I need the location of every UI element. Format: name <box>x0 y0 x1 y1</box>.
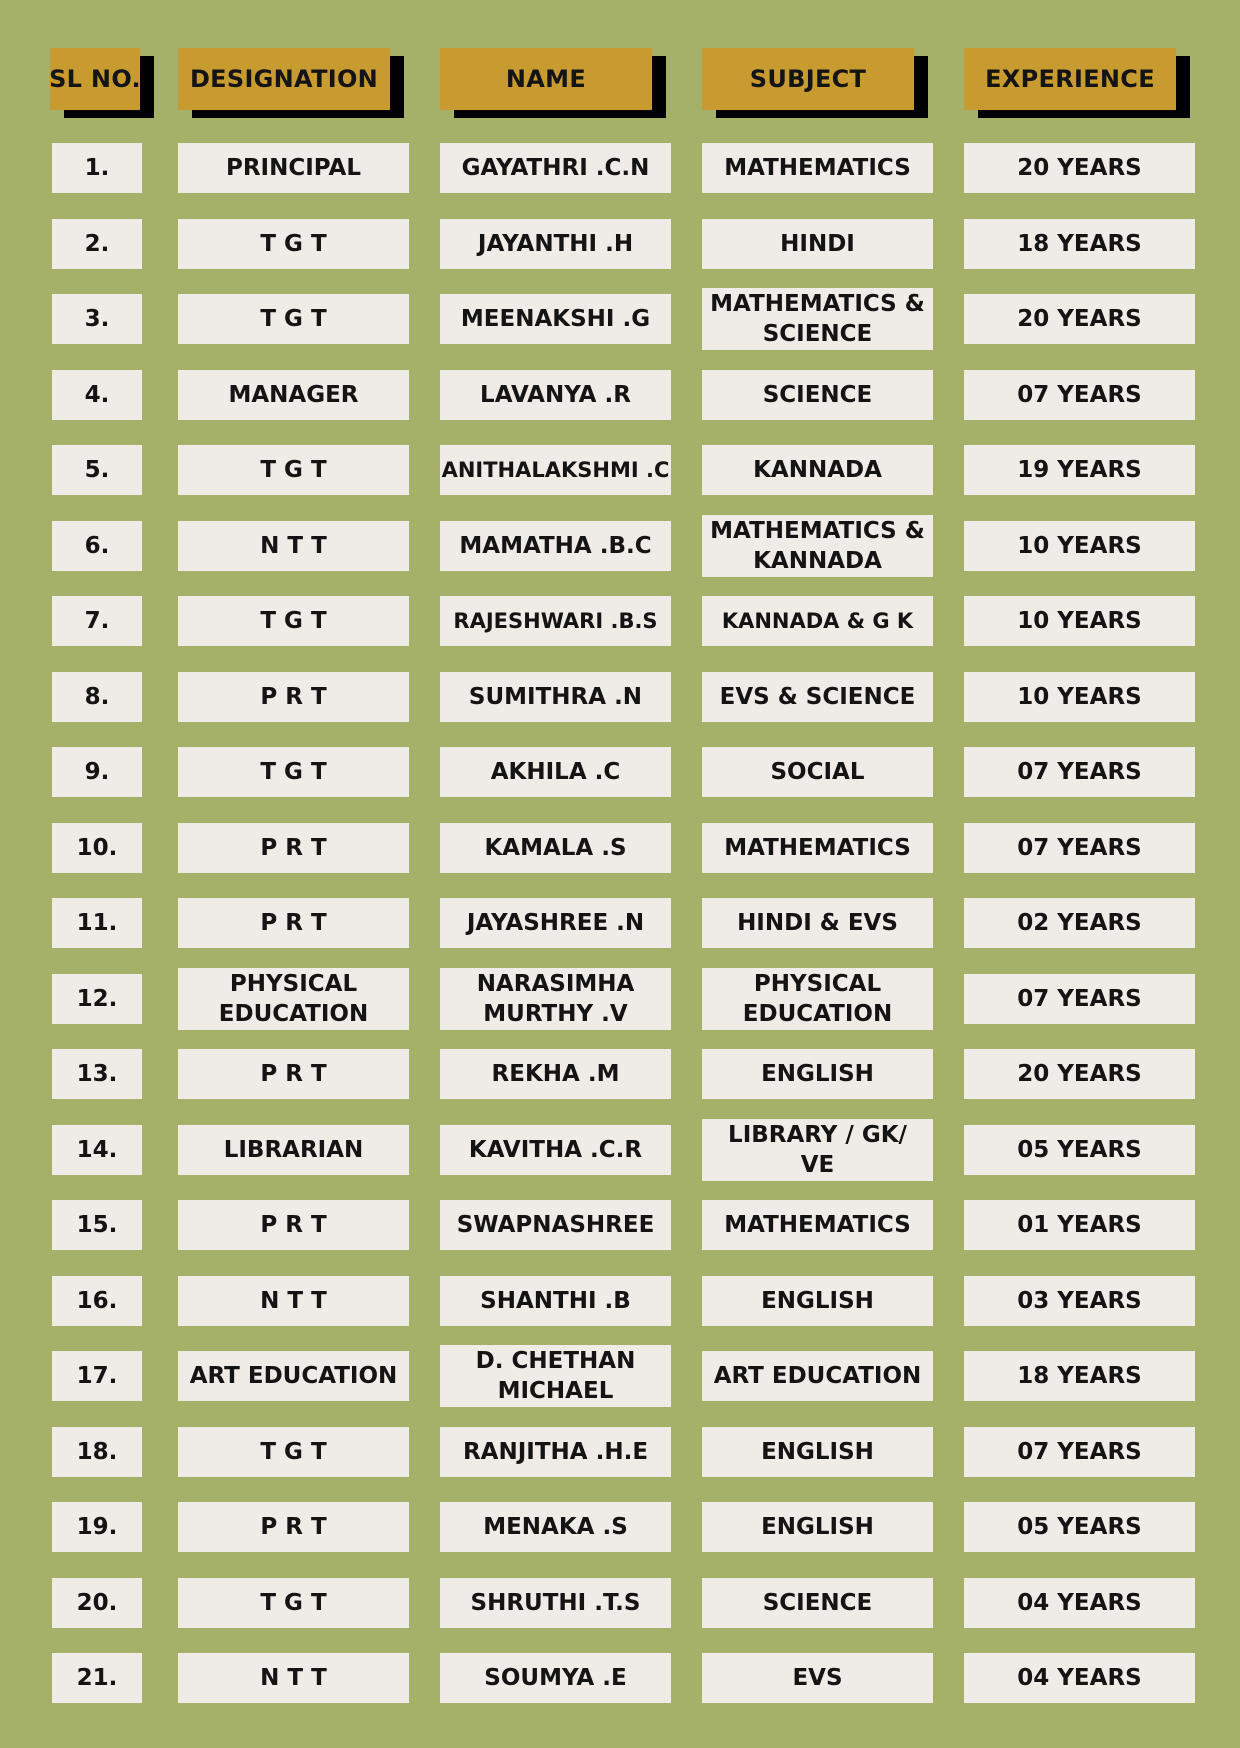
cell-subject: ENGLISH <box>702 1427 933 1477</box>
cell-subject: PHYSICAL EDUCATION <box>702 968 933 1030</box>
cell-sl-no: 4. <box>52 370 142 420</box>
cell-sl-no: 21. <box>52 1653 142 1703</box>
header-designation: DESIGNATION <box>178 48 390 110</box>
cell-designation: N T T <box>178 1653 409 1703</box>
header-sl-no: SL NO. <box>50 48 140 110</box>
cell-subject: MATHEMATICS <box>702 1200 933 1250</box>
cell-experience: 10 YEARS <box>964 596 1195 646</box>
cell-name: D. CHETHAN MICHAEL <box>440 1345 671 1407</box>
cell-sl-no: 6. <box>52 521 142 571</box>
cell-name: REKHA .M <box>440 1049 671 1099</box>
cell-subject: MATHEMATICS & KANNADA <box>702 515 933 577</box>
cell-sl-no: 10. <box>52 823 142 873</box>
cell-experience: 19 YEARS <box>964 445 1195 495</box>
cell-designation: N T T <box>178 521 409 571</box>
cell-name: JAYANTHI .H <box>440 219 671 269</box>
cell-designation: P R T <box>178 1200 409 1250</box>
cell-experience: 05 YEARS <box>964 1502 1195 1552</box>
cell-subject: SCIENCE <box>702 370 933 420</box>
cell-experience: 07 YEARS <box>964 370 1195 420</box>
cell-sl-no: 7. <box>52 596 142 646</box>
cell-experience: 18 YEARS <box>964 1351 1195 1401</box>
cell-subject: ART EDUCATION <box>702 1351 933 1401</box>
cell-designation: PHYSICAL EDUCATION <box>178 968 409 1030</box>
cell-subject: SCIENCE <box>702 1578 933 1628</box>
cell-name: RANJITHA .H.E <box>440 1427 671 1477</box>
cell-experience: 01 YEARS <box>964 1200 1195 1250</box>
cell-sl-no: 3. <box>52 294 142 344</box>
cell-designation: P R T <box>178 1502 409 1552</box>
cell-designation: LIBRARIAN <box>178 1125 409 1175</box>
cell-subject: HINDI <box>702 219 933 269</box>
cell-sl-no: 8. <box>52 672 142 722</box>
cell-experience: 02 YEARS <box>964 898 1195 948</box>
cell-experience: 18 YEARS <box>964 219 1195 269</box>
cell-name: MAMATHA .B.C <box>440 521 671 571</box>
cell-name: KAVITHA .C.R <box>440 1125 671 1175</box>
cell-experience: 20 YEARS <box>964 143 1195 193</box>
cell-designation: T G T <box>178 445 409 495</box>
cell-subject: ENGLISH <box>702 1276 933 1326</box>
cell-designation: ART EDUCATION <box>178 1351 409 1401</box>
cell-sl-no: 1. <box>52 143 142 193</box>
header-subject: SUBJECT <box>702 48 914 110</box>
cell-designation: T G T <box>178 1578 409 1628</box>
cell-subject: KANNADA & G K <box>702 596 933 646</box>
cell-designation: T G T <box>178 747 409 797</box>
cell-name: NARASIMHA MURTHY .V <box>440 968 671 1030</box>
cell-experience: 20 YEARS <box>964 294 1195 344</box>
cell-sl-no: 17. <box>52 1351 142 1401</box>
cell-sl-no: 15. <box>52 1200 142 1250</box>
cell-name: RAJESHWARI .B.S <box>440 596 671 646</box>
cell-sl-no: 2. <box>52 219 142 269</box>
cell-sl-no: 9. <box>52 747 142 797</box>
cell-experience: 07 YEARS <box>964 1427 1195 1477</box>
cell-sl-no: 11. <box>52 898 142 948</box>
cell-name: SWAPNASHREE <box>440 1200 671 1250</box>
cell-subject: HINDI & EVS <box>702 898 933 948</box>
cell-sl-no: 20. <box>52 1578 142 1628</box>
cell-experience: 07 YEARS <box>964 823 1195 873</box>
cell-subject: KANNADA <box>702 445 933 495</box>
cell-subject: EVS <box>702 1653 933 1703</box>
cell-designation: N T T <box>178 1276 409 1326</box>
header-name: NAME <box>440 48 652 110</box>
cell-name: SUMITHRA .N <box>440 672 671 722</box>
cell-name: SHANTHI .B <box>440 1276 671 1326</box>
cell-designation: T G T <box>178 1427 409 1477</box>
cell-sl-no: 14. <box>52 1125 142 1175</box>
header-experience: EXPERIENCE <box>964 48 1176 110</box>
cell-designation: T G T <box>178 596 409 646</box>
cell-subject: LIBRARY / GK/ VE <box>702 1119 933 1181</box>
cell-name: SHRUTHI .T.S <box>440 1578 671 1628</box>
cell-experience: 20 YEARS <box>964 1049 1195 1099</box>
cell-designation: MANAGER <box>178 370 409 420</box>
cell-name: SOUMYA .E <box>440 1653 671 1703</box>
cell-designation: T G T <box>178 294 409 344</box>
cell-experience: 07 YEARS <box>964 974 1195 1024</box>
cell-designation: P R T <box>178 672 409 722</box>
cell-subject: ENGLISH <box>702 1049 933 1099</box>
cell-designation: P R T <box>178 823 409 873</box>
cell-name: ANITHALAKSHMI .C <box>440 445 671 495</box>
cell-sl-no: 5. <box>52 445 142 495</box>
cell-designation: P R T <box>178 1049 409 1099</box>
cell-experience: 10 YEARS <box>964 521 1195 571</box>
cell-sl-no: 19. <box>52 1502 142 1552</box>
cell-name: MEENAKSHI .G <box>440 294 671 344</box>
cell-experience: 10 YEARS <box>964 672 1195 722</box>
cell-name: AKHILA .C <box>440 747 671 797</box>
cell-sl-no: 12. <box>52 974 142 1024</box>
cell-name: JAYASHREE .N <box>440 898 671 948</box>
cell-subject: MATHEMATICS <box>702 143 933 193</box>
cell-experience: 05 YEARS <box>964 1125 1195 1175</box>
cell-experience: 03 YEARS <box>964 1276 1195 1326</box>
cell-subject: ENGLISH <box>702 1502 933 1552</box>
cell-subject: EVS & SCIENCE <box>702 672 933 722</box>
cell-subject: MATHEMATICS & SCIENCE <box>702 288 933 350</box>
cell-experience: 04 YEARS <box>964 1578 1195 1628</box>
cell-designation: PRINCIPAL <box>178 143 409 193</box>
cell-experience: 04 YEARS <box>964 1653 1195 1703</box>
cell-designation: T G T <box>178 219 409 269</box>
cell-name: MENAKA .S <box>440 1502 671 1552</box>
cell-subject: MATHEMATICS <box>702 823 933 873</box>
cell-name: LAVANYA .R <box>440 370 671 420</box>
cell-name: GAYATHRI .C.N <box>440 143 671 193</box>
cell-sl-no: 18. <box>52 1427 142 1477</box>
cell-sl-no: 16. <box>52 1276 142 1326</box>
cell-sl-no: 13. <box>52 1049 142 1099</box>
cell-designation: P R T <box>178 898 409 948</box>
cell-subject: SOCIAL <box>702 747 933 797</box>
cell-name: KAMALA .S <box>440 823 671 873</box>
cell-experience: 07 YEARS <box>964 747 1195 797</box>
